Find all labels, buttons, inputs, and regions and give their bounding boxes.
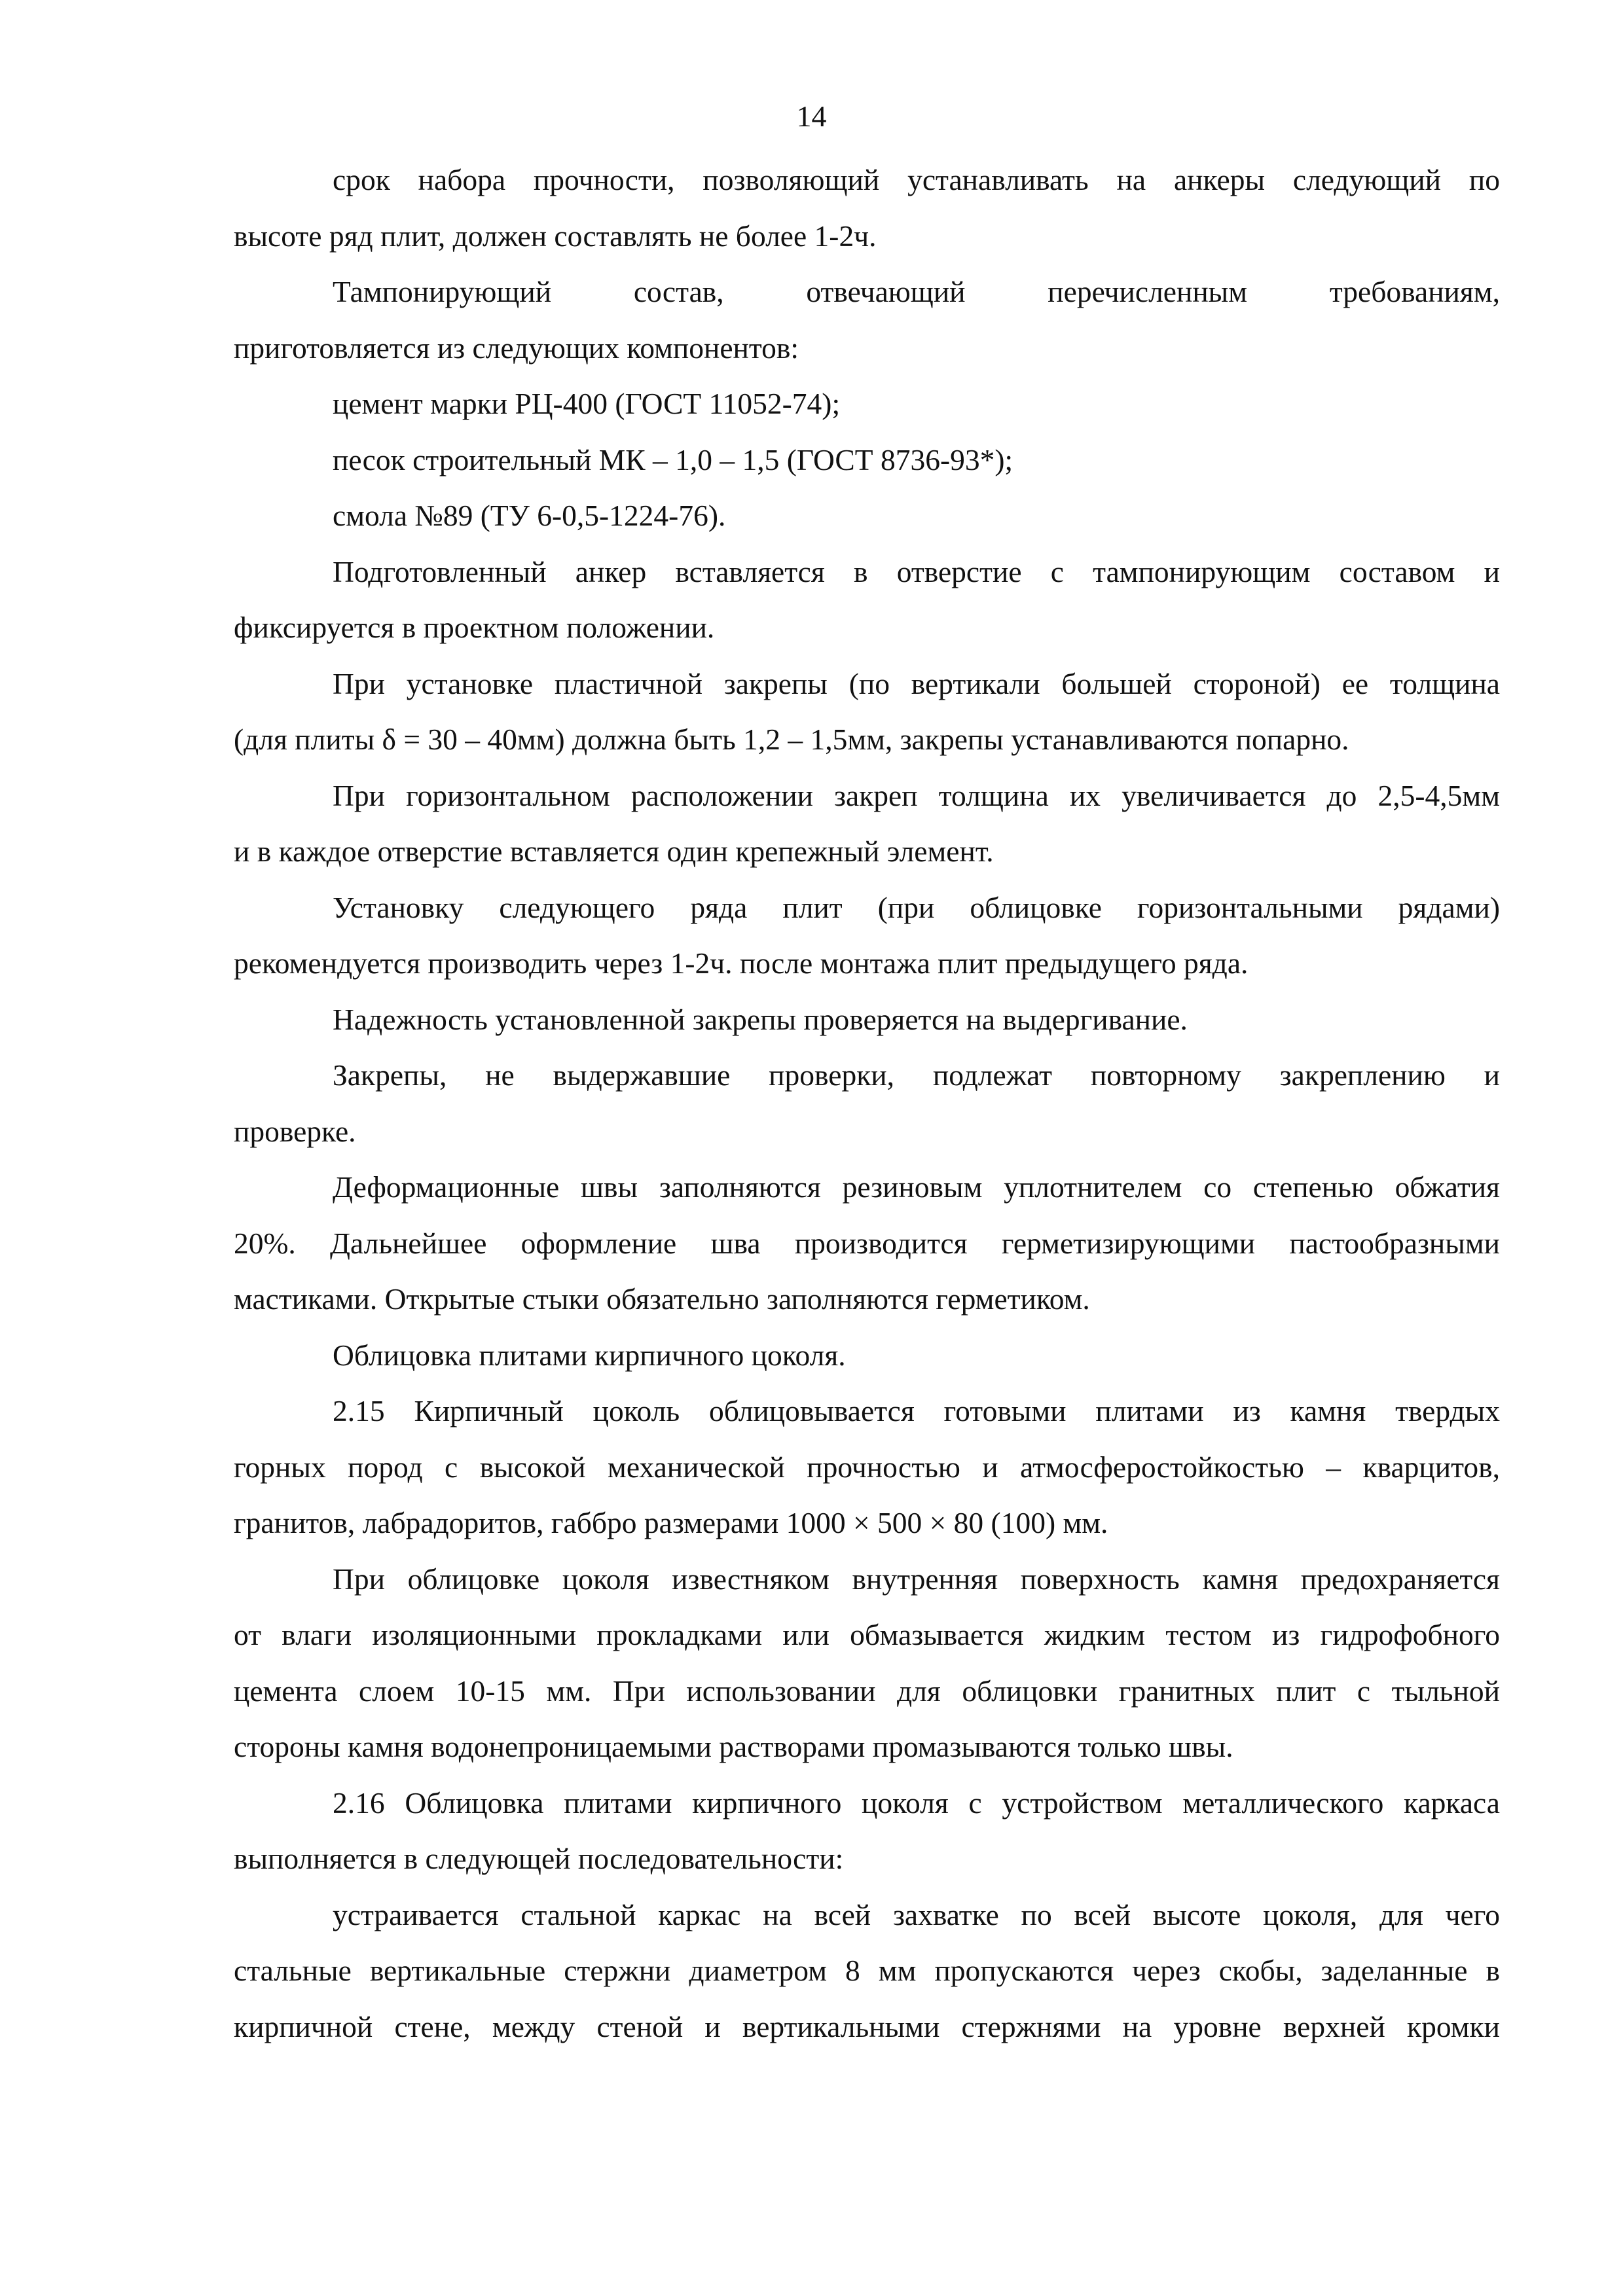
paragraph [234, 656, 1500, 768]
text-line: Подготовленный анкер вставляется в отверстие с тампонирующим составом и [333, 554, 1500, 588]
text-line: гранитов, лабрадоритов, габбро размерами 1000 × 500 × 80 (100) мм. [234, 1506, 1108, 1539]
text-line: и в каждое отверстие вставляется один крепежный элемент. [234, 834, 994, 868]
text-line: устраивается стальной каркас на всей захватке по всей высоте цоколя, для чего [333, 1897, 1500, 1931]
paragraph [234, 1551, 1500, 1775]
paragraph [234, 1047, 1500, 1159]
paragraph [234, 1775, 1500, 1887]
paragraph [234, 1887, 1500, 2055]
paragraph [234, 1159, 1500, 1327]
text-line: При облицовке цоколя известняком внутренняя поверхность камня предохраняется [333, 1562, 1500, 1596]
text-line: 2.15 Кирпичный цоколь облицовывается готовыми плитами из камня твердых [333, 1394, 1500, 1427]
text-line: 2.16 Облицовка плитами кирпичного цоколя с устройством металлического каркаса [333, 1785, 1500, 1820]
text-line: высоте ряд плит, должен составлять не более 1-2ч. [234, 219, 877, 253]
text-line: цемента слоем 10-15 мм. При использовании для облицовки гранитных плит с тыльной [234, 1674, 1500, 1708]
text-line: стороны камня водонепроницаемыми растворами промазываются только швы. [234, 1730, 1233, 1763]
text-line: песок строительный МК – 1,0 – 1,5 (ГОСТ 8736-93*); [333, 442, 1013, 476]
paragraph [234, 488, 1500, 544]
paragraph [234, 152, 1500, 264]
text-line: 20%. Дальнейшее оформление шва производится герметизирующими пастообразными [234, 1226, 1500, 1260]
paragraph [234, 992, 1500, 1048]
text-line: выполняется в следующей последовательности: [234, 1842, 844, 1875]
text-line: Облицовка плитами кирпичного цоколя. [333, 1338, 846, 1372]
body-text [234, 152, 1500, 2054]
text-line: срок набора прочности, позволяющий устанавливать на анкеры следующий по [333, 163, 1500, 196]
text-line: Надежность установленной закрепы проверяется на выдергивание. [333, 1002, 1188, 1036]
text-line: Деформационные швы заполняются резиновым уплотнителем со степенью обжатия [333, 1170, 1500, 1204]
text-line: от влаги изоляционными прокладками или обмазывается жидким тестом из гидрофобного [234, 1618, 1500, 1651]
text-line: проверке. [234, 1114, 356, 1148]
text-line: стальные вертикальные стержни диаметром 8 мм пропускаются через скобы, заделанные в [234, 1954, 1500, 1987]
text-line: кирпичной стене, между стеной и вертикальными стержнями на уровне верхней кромки [234, 2009, 1500, 2043]
text-line: фиксируется в проектном положении. [234, 611, 715, 644]
page-number: 14 [796, 99, 827, 133]
text-line: горных пород с высокой механической прочностью и атмосферостойкостью – кварцитов, [234, 1450, 1500, 1484]
text-line: цемент марки РЦ-400 (ГОСТ 11052-74); [333, 387, 841, 420]
paragraph [234, 432, 1500, 488]
text-line: При установке пластичной закрепы (по вертикали большей стороной) ее толщина [333, 666, 1500, 700]
text-line: (для плиты δ = 30 – 40мм) должна быть 1,2 – 1,5мм, закрепы устанавливаются попарно. [234, 723, 1349, 756]
paragraph [234, 768, 1500, 880]
paragraph [234, 264, 1500, 376]
text-line: мастиками. Открытые стыки обязательно заполняются герметиком. [234, 1282, 1090, 1316]
text-line: смола №89 (ТУ 6-0,5-1224-76). [333, 499, 726, 532]
paragraph [234, 376, 1500, 432]
text-line: При горизонтальном расположении закреп толщина их увеличивается до 2,5-4,5мм [333, 778, 1500, 812]
text-line: Закрепы, не выдержавшие проверки, подлежат повторному закреплению и [333, 1058, 1500, 1092]
paragraph [234, 544, 1500, 656]
paragraph [234, 1383, 1500, 1551]
text-line: приготовляется из следующих компонентов: [234, 331, 799, 365]
text-line: рекомендуется производить через 1-2ч. после монтажа плит предыдущего ряда. [234, 946, 1249, 980]
text-line: Тампонирующий состав, отвечающий перечисленным требованиям, [333, 275, 1500, 308]
paragraph [234, 880, 1500, 992]
text-line: Установку следующего ряда плит (при облицовке горизонтальными рядами) [333, 890, 1500, 924]
paragraph [234, 1327, 1500, 1384]
